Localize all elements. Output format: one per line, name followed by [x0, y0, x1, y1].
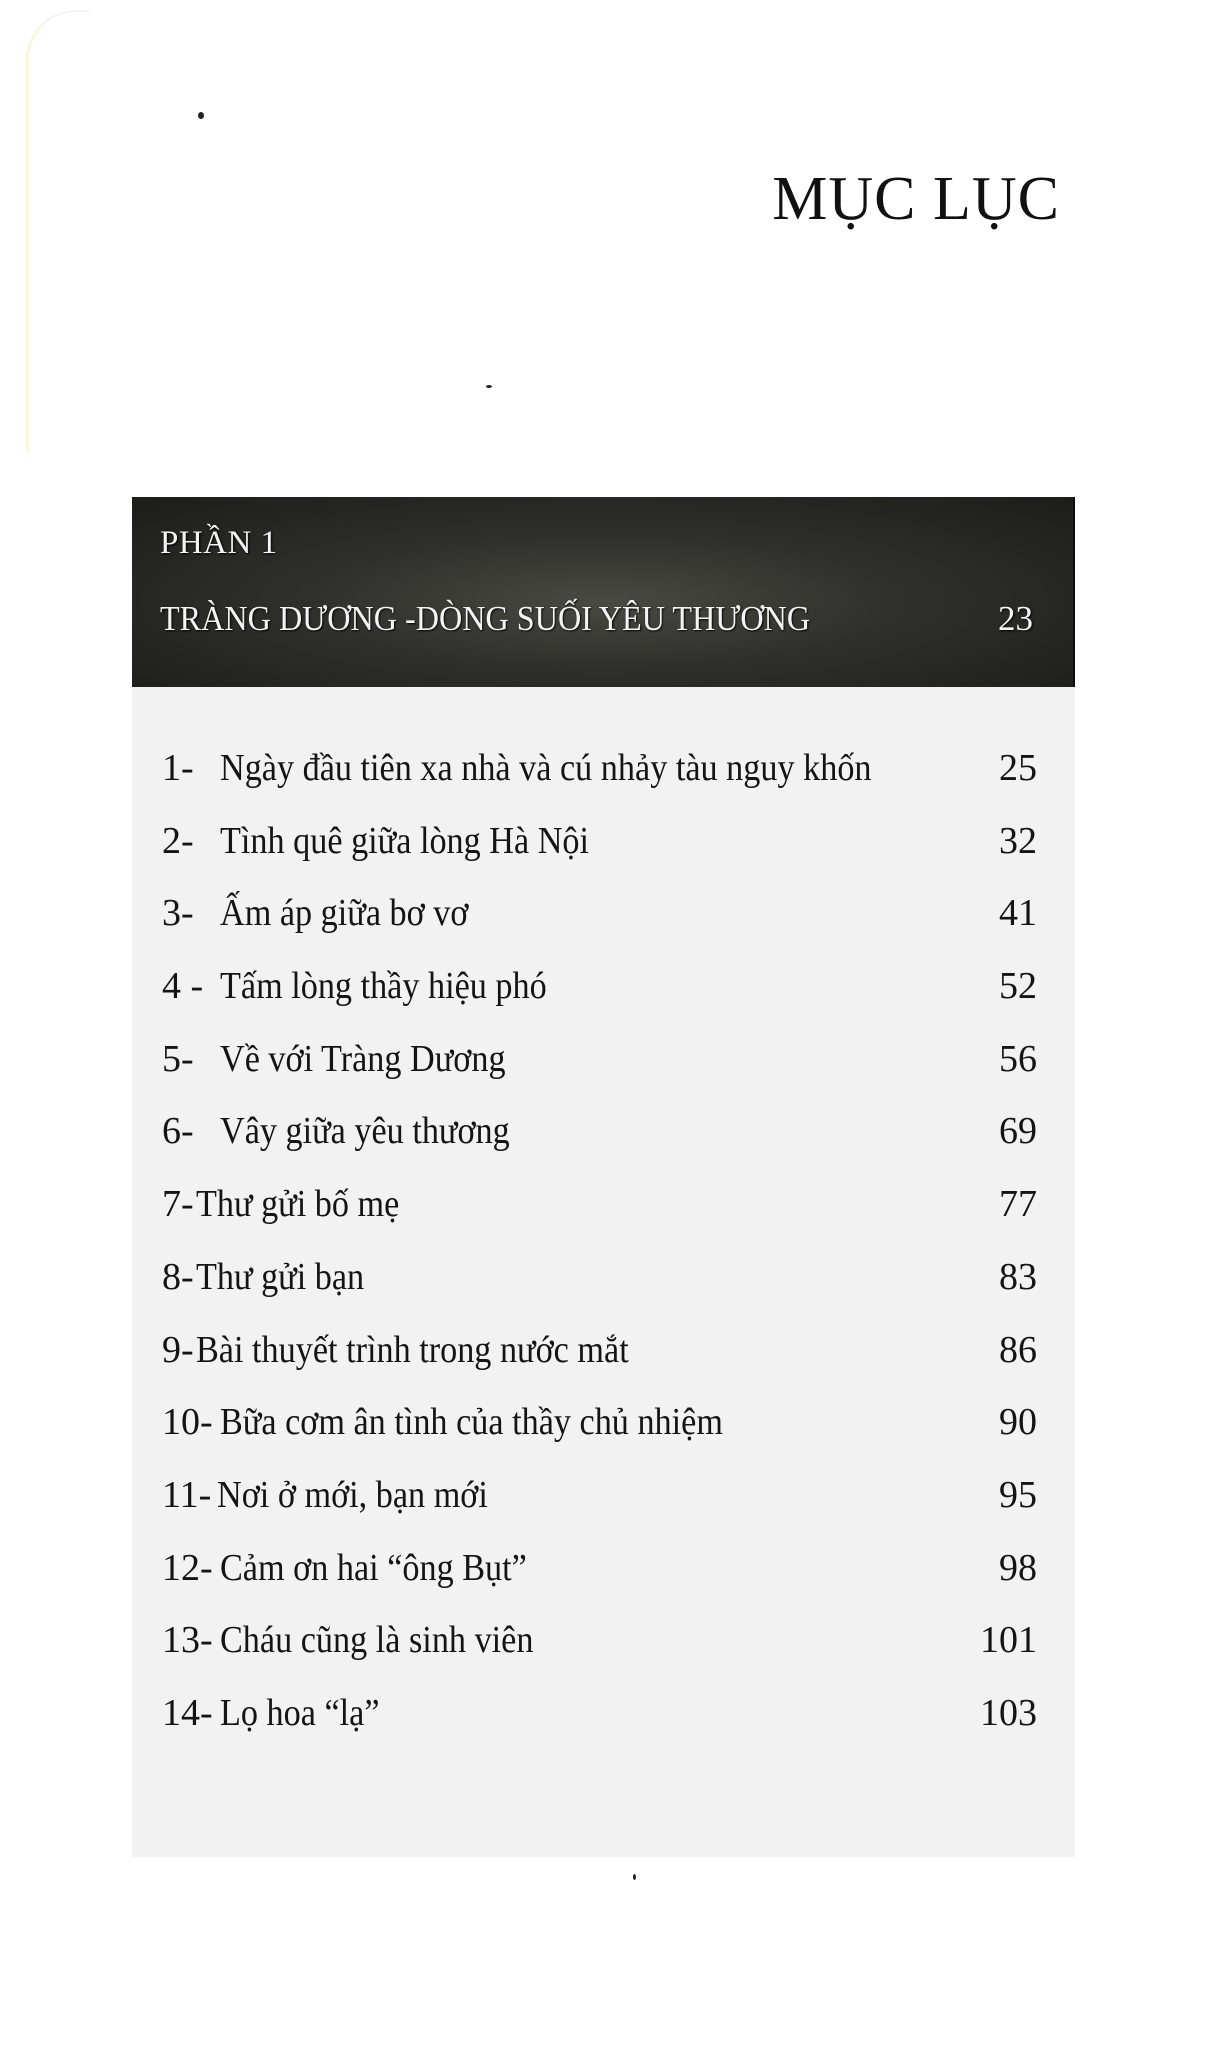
toc-entry[interactable] — [132, 1253, 1075, 1326]
entry-page: 69 — [999, 1110, 1037, 1153]
toc-entry[interactable] — [132, 1616, 1075, 1689]
entry-number: 13- — [162, 1619, 213, 1662]
page-edge — [26, 10, 89, 452]
print-speck — [633, 1874, 636, 1880]
table-of-contents — [132, 497, 1075, 1857]
toc-entry[interactable] — [132, 744, 1075, 817]
entry-title: Lọ hoa “lạ” — [220, 1691, 380, 1734]
entry-number: 3- — [162, 892, 194, 935]
toc-entry[interactable] — [132, 1035, 1075, 1108]
entry-page: 83 — [999, 1255, 1037, 1298]
entry-number: 2- — [162, 819, 194, 862]
entry-title: Thư gửi bố mẹ — [196, 1183, 400, 1226]
entry-page: 90 — [999, 1401, 1037, 1444]
print-speck — [486, 385, 492, 388]
entry-title: Cháu cũng là sinh viên — [220, 1619, 534, 1662]
part-title: TRÀNG DƯƠNG -DÒNG SUỐI YÊU THƯƠNG — [160, 599, 811, 638]
toc-entry[interactable] — [132, 1180, 1075, 1253]
part-page-number: 23 — [998, 599, 1033, 638]
entry-page: 101 — [980, 1619, 1037, 1662]
entry-title: Cảm ơn hai “ông Bụt” — [220, 1546, 527, 1589]
toc-entries — [132, 744, 1075, 1762]
toc-entry[interactable] — [132, 1107, 1075, 1180]
entry-page: 77 — [999, 1183, 1037, 1226]
entry-page: 103 — [980, 1691, 1037, 1734]
toc-entry[interactable] — [132, 1326, 1075, 1399]
toc-entry[interactable] — [132, 1689, 1075, 1762]
entry-title: Tấm lòng thầy hiệu phó — [220, 965, 547, 1008]
entry-number: 4 - — [162, 965, 204, 1008]
print-speck — [198, 112, 204, 119]
entry-title: Ngày đầu tiên xa nhà và cú nhảy tàu nguy khốn — [220, 747, 872, 789]
entry-number: 7- — [162, 1183, 194, 1226]
toc-entry[interactable] — [132, 1471, 1075, 1544]
entry-page: 52 — [999, 965, 1037, 1008]
entry-page: 86 — [999, 1328, 1037, 1371]
part-banner — [132, 497, 1075, 687]
entry-title: Về với Tràng Dương — [220, 1037, 506, 1080]
entry-number: 12- — [162, 1546, 213, 1589]
entry-title: Tình quê giữa lòng Hà Nội — [220, 819, 590, 862]
entry-number: 5- — [162, 1037, 194, 1080]
entry-number: 9- — [162, 1328, 194, 1371]
entry-number: 6- — [162, 1110, 194, 1153]
entry-page: 98 — [999, 1546, 1037, 1589]
entry-number: 1- — [162, 747, 194, 789]
toc-entry[interactable] — [132, 889, 1075, 962]
entry-title: Nơi ở mới, bạn mới — [217, 1473, 488, 1516]
entry-title: Thư gửi bạn — [196, 1255, 365, 1298]
entry-page: 41 — [999, 892, 1037, 935]
toc-entry[interactable] — [132, 962, 1075, 1035]
toc-entry[interactable] — [132, 817, 1075, 890]
entry-title: Bài thuyết trình trong nước mắt — [196, 1328, 629, 1371]
entry-number: 11- — [162, 1473, 212, 1516]
entry-number: 8- — [162, 1255, 194, 1298]
entry-number: 14- — [162, 1691, 213, 1734]
page-title: MỤC LỤC — [772, 165, 1060, 233]
entry-number: 10- — [162, 1401, 213, 1444]
part-label: PHẦN 1 — [160, 525, 278, 561]
entry-page: 25 — [999, 747, 1037, 789]
toc-entry[interactable] — [132, 1544, 1075, 1617]
entry-title: Ấm áp giữa bơ vơ — [220, 892, 469, 935]
entry-title: Vây giữa yêu thương — [220, 1110, 510, 1153]
toc-entry[interactable] — [132, 1398, 1075, 1471]
entry-page: 32 — [999, 819, 1037, 862]
entry-title: Bữa cơm ân tình của thầy chủ nhiệm — [220, 1401, 723, 1444]
entry-page: 95 — [999, 1473, 1037, 1516]
entry-page: 56 — [999, 1037, 1037, 1080]
